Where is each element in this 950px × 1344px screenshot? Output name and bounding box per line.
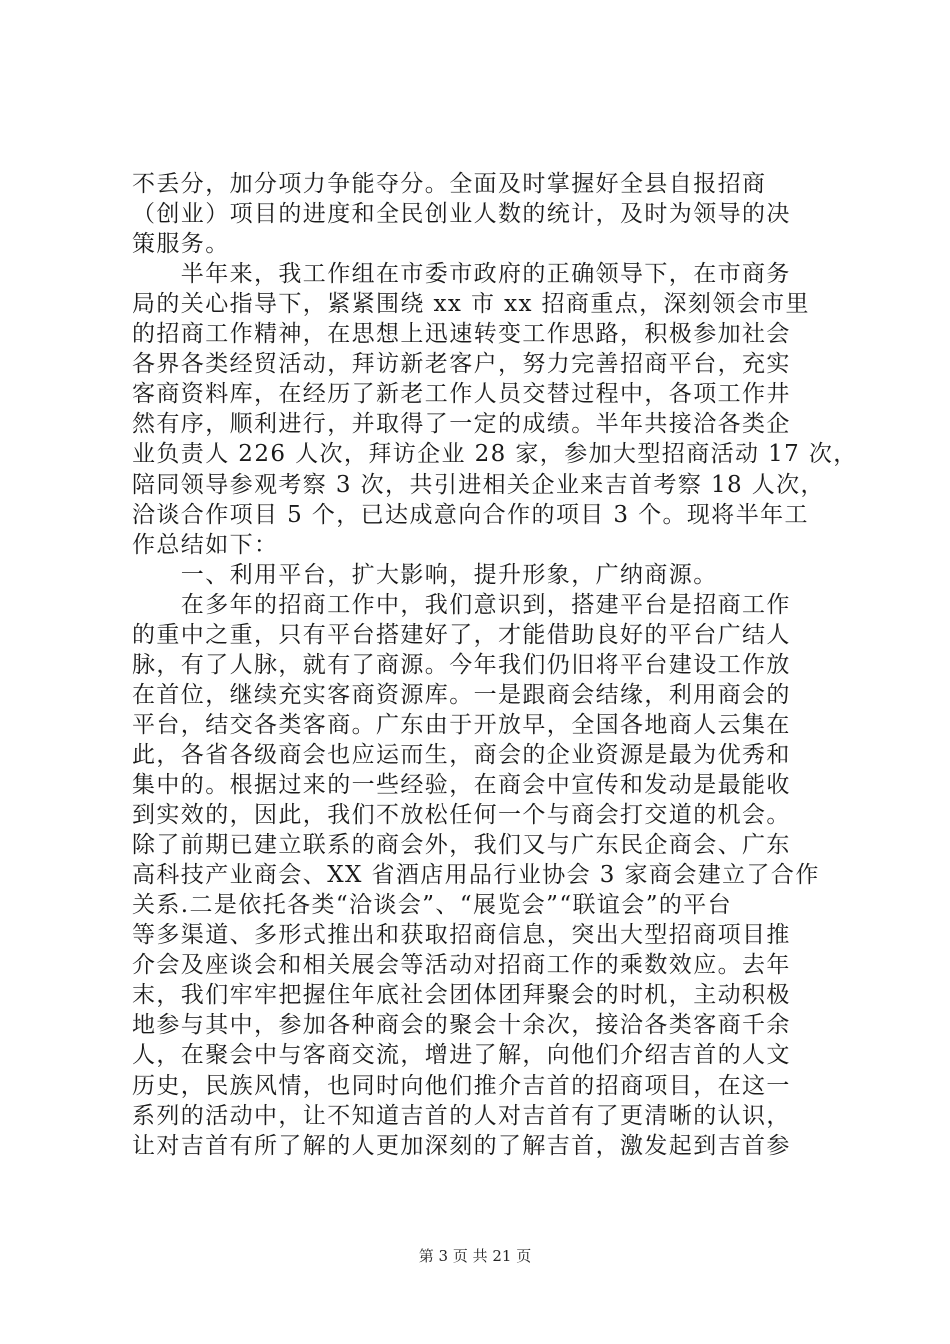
text-line: 末，我们牢牢把握住年底社会团体团拜聚会的时机，主动积极 <box>132 982 791 1009</box>
text-line: 然有序，顺利进行，并取得了一定的成绩。半年共接洽各类企 <box>132 411 791 438</box>
text-line: 的重中之重，只有平台搭建好了，才能借助良好的平台广结人 <box>132 621 791 648</box>
text-line: 到实效的，因此，我们不放松任何一个与商会打交道的机会。 <box>132 802 791 829</box>
text-line: 等多渠道、多形式推出和获取招商信息，突出大型招商项目推 <box>132 922 791 949</box>
text-line: 半年来，我工作组在市委市政府的正确领导下，在市商务 <box>132 261 791 288</box>
text-line: 高科技产业商会、XX 省酒店用品行业协会 3 家商会建立了合作 <box>132 862 820 889</box>
text-line: 脉，有了人脉，就有了商源。今年我们仍旧将平台建设工作放 <box>132 651 791 678</box>
text-line: 局的关心指导下，紧紧围绕 xx 市 xx 招商重点，深刻领会市里 <box>132 291 810 318</box>
text-line: 系列的活动中，让不知道吉首的人对吉首有了更清晰的认识， <box>132 1102 791 1129</box>
text-line: 业负责人 226 人次，拜访企业 28 家，参加大型招商活动 17 次， <box>132 441 858 468</box>
text-line: 在多年的招商工作中，我们意识到，搭建平台是招商工作 <box>132 591 791 618</box>
text-line: 关系.二是依托各类“洽谈会”、“展览会”“联谊会”的平台 <box>132 892 733 919</box>
text-line: 在首位，继续充实客商资源库。一是跟商会结缘，利用商会的 <box>132 681 791 708</box>
text-line: 集中的。根据过来的一些经验，在商会中宣传和发动是最能收 <box>132 772 791 798</box>
text-line: 策服务。 <box>132 231 230 258</box>
text-line: 平台，结交各类客商。广东由于开放早，全国各地商人云集在 <box>132 711 791 738</box>
text-line: 地参与其中，参加各种商会的聚会十余次，接洽各类客商千余 <box>132 1012 791 1039</box>
text-line: 历史，民族风情，也同时向他们推介吉首的招商项目，在这一 <box>132 1072 791 1099</box>
text-line: 的招商工作精神，在思想上迅速转变工作思路，积极参加社会 <box>132 321 791 348</box>
text-line: 不丢分，加分项力争能夺分。全面及时掌握好全县自报招商 <box>132 171 767 197</box>
text-line: 洽谈合作项目 5 个，已达成意向合作的项目 3 个。现将半年工 <box>132 501 809 528</box>
text-line: 除了前期已建立联系的商会外，我们又与广东民企商会、广东 <box>132 832 791 859</box>
text-line: （创业）项目的进度和全民创业人数的统计，及时为领导的决 <box>132 201 791 228</box>
text-line: 此，各省各级商会也应运而生，商会的企业资源是最为优秀和 <box>132 741 791 768</box>
text-line: 让对吉首有所了解的人更加深刻的了解吉首，激发起到吉首参 <box>132 1132 791 1159</box>
text-line: 人，在聚会中与客商交流，增进了解，向他们介绍吉首的人文 <box>132 1042 791 1069</box>
text-line: 作总结如下： <box>132 531 279 558</box>
text-line: 介会及座谈会和相关展会等活动对招商工作的乘数效应。去年 <box>132 952 791 979</box>
text-line: 一、利用平台，扩大影响，提升形象，广纳商源。 <box>132 561 718 588</box>
page-number-footer: 第 3 页 共 21 页 <box>418 1247 532 1265</box>
text-line: 陪同领导参观考察 3 次，共引进相关企业来吉首考察 18 人次， <box>132 471 825 498</box>
text-line: 客商资料库，在经历了新老工作人员交替过程中，各项工作井 <box>132 381 791 408</box>
text-line: 各界各类经贸活动，拜访新老客户，努力完善招商平台，充实 <box>132 351 791 378</box>
